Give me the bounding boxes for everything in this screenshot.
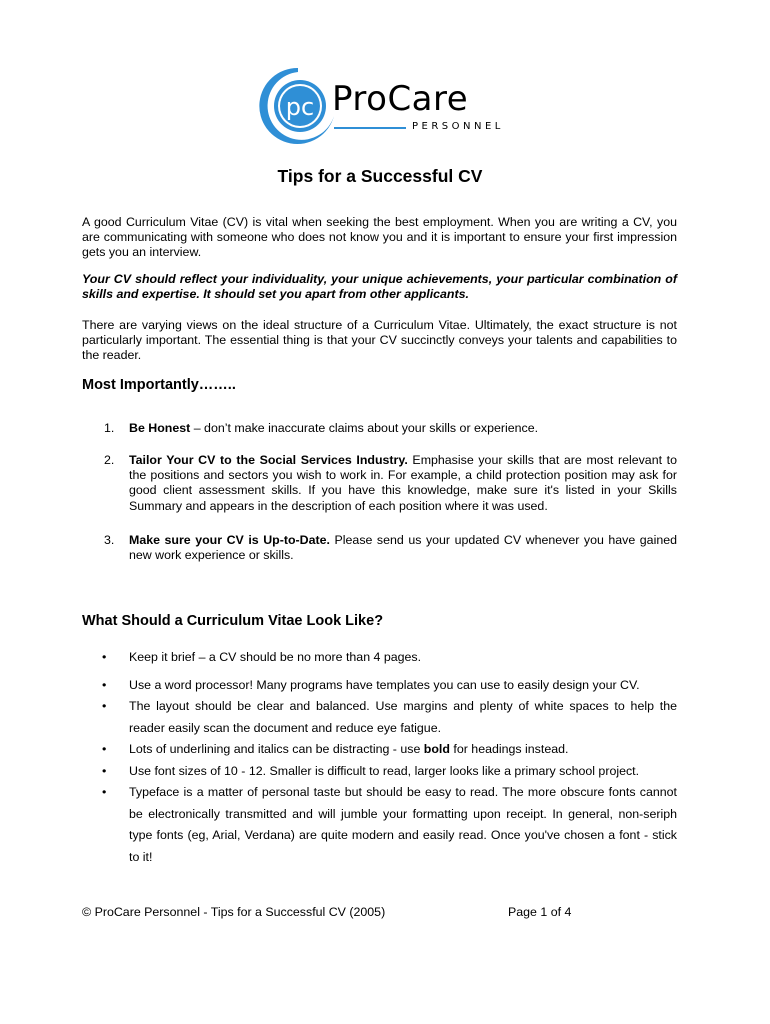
bullet-text: Lots of underlining and italics can be distracting - use xyxy=(129,742,424,756)
look-like-heading: What Should a Curriculum Vitae Look Like? xyxy=(82,613,384,629)
most-importantly-heading: Most Importantly…….. xyxy=(82,377,236,393)
pc-monogram-icon xyxy=(258,64,338,148)
bullet-icon: • xyxy=(102,742,107,756)
document-title: Tips for a Successful CV xyxy=(277,166,483,186)
bullet-text: Typeface is a matter of personal taste but should be easy to read. The more obscure fonts cannot be electronically transmitted and will jumble your formatting upon receipt. In general, non-seriph type fonts (eg, Arial, Verdana) are quite modern and easily read. Once you've chosen a font - stick to it! xyxy=(129,785,677,864)
list-item-bold: Make sure your CV is Up-to-Date. xyxy=(129,533,330,547)
bullet-text: Keep it brief – a CV should be no more than 4 pages. xyxy=(129,650,422,664)
bullet-text: The layout should be clear and balanced. Use margins and plenty of white spaces to help the reader easily scan the document and reduce eye fatigue. xyxy=(129,699,677,735)
list-item-text: Please send us your updated CV whenever you have gained new work experience or skills. xyxy=(129,533,677,563)
bullet-icon: • xyxy=(102,764,107,778)
intro-paragraph-2: Your CV should reflect your individuality, your unique achievements, your particular combination of skills and expertise. It should set you apart from other applicants. xyxy=(82,272,677,302)
bullet-icon: • xyxy=(102,650,107,664)
list-number: 2. xyxy=(104,453,115,467)
intro-paragraph-1: A good Curriculum Vitae (CV) is vital when seeking the best employment. When you are writing a CV, you are communicating with someone who does not know you and it is important to ensure your first impression gets you an interview. xyxy=(82,215,677,260)
bullet-text: Use font sizes of 10 - 12. Smaller is difficult to read, larger looks like a primary school project. xyxy=(129,764,640,778)
procare-logo xyxy=(258,64,508,148)
brand-divider xyxy=(334,127,406,129)
brand-subtitle: PERSONNEL xyxy=(412,121,504,132)
bullet-icon: • xyxy=(102,699,107,713)
list-item-text: – don’t make inaccurate claims about your skills or experience. xyxy=(190,421,539,435)
footer-page-number: Page 1 of 4 xyxy=(508,905,572,919)
bullet-text-bold: bold xyxy=(423,742,450,756)
bullet-text: Use a word processor! Many programs have templates you can use to easily design your CV. xyxy=(129,678,640,692)
list-item-bold: Be Honest xyxy=(129,421,191,435)
bullet-text: for headings instead. xyxy=(449,742,569,756)
list-number: 3. xyxy=(104,533,115,547)
bullet-icon: • xyxy=(102,678,107,692)
list-item-bold: Tailor Your CV to the Social Services Industry. xyxy=(129,453,408,467)
bullet-icon: • xyxy=(102,785,107,799)
brand-name: ProCare xyxy=(332,79,469,119)
intro-paragraph-3: There are varying views on the ideal structure of a Curriculum Vitae. Ultimately, the exact structure is not particularly important. The essential thing is that your CV succinctly conveys your talents and capabilities to the reader. xyxy=(82,318,677,363)
footer-copyright: © ProCare Personnel - Tips for a Successful CV (2005) xyxy=(82,905,386,919)
svg-text:pc: pc xyxy=(285,93,315,121)
list-number: 1. xyxy=(104,421,115,435)
list-item-text: Emphasise your skills that are most relevant to the positions and sectors you wish to work in. For example, a child protection position may ask for good client assessment skills. If you have this knowledge, make sure it's listed in your Skills Summary and appears in the description of each position where it was used. xyxy=(129,453,678,513)
